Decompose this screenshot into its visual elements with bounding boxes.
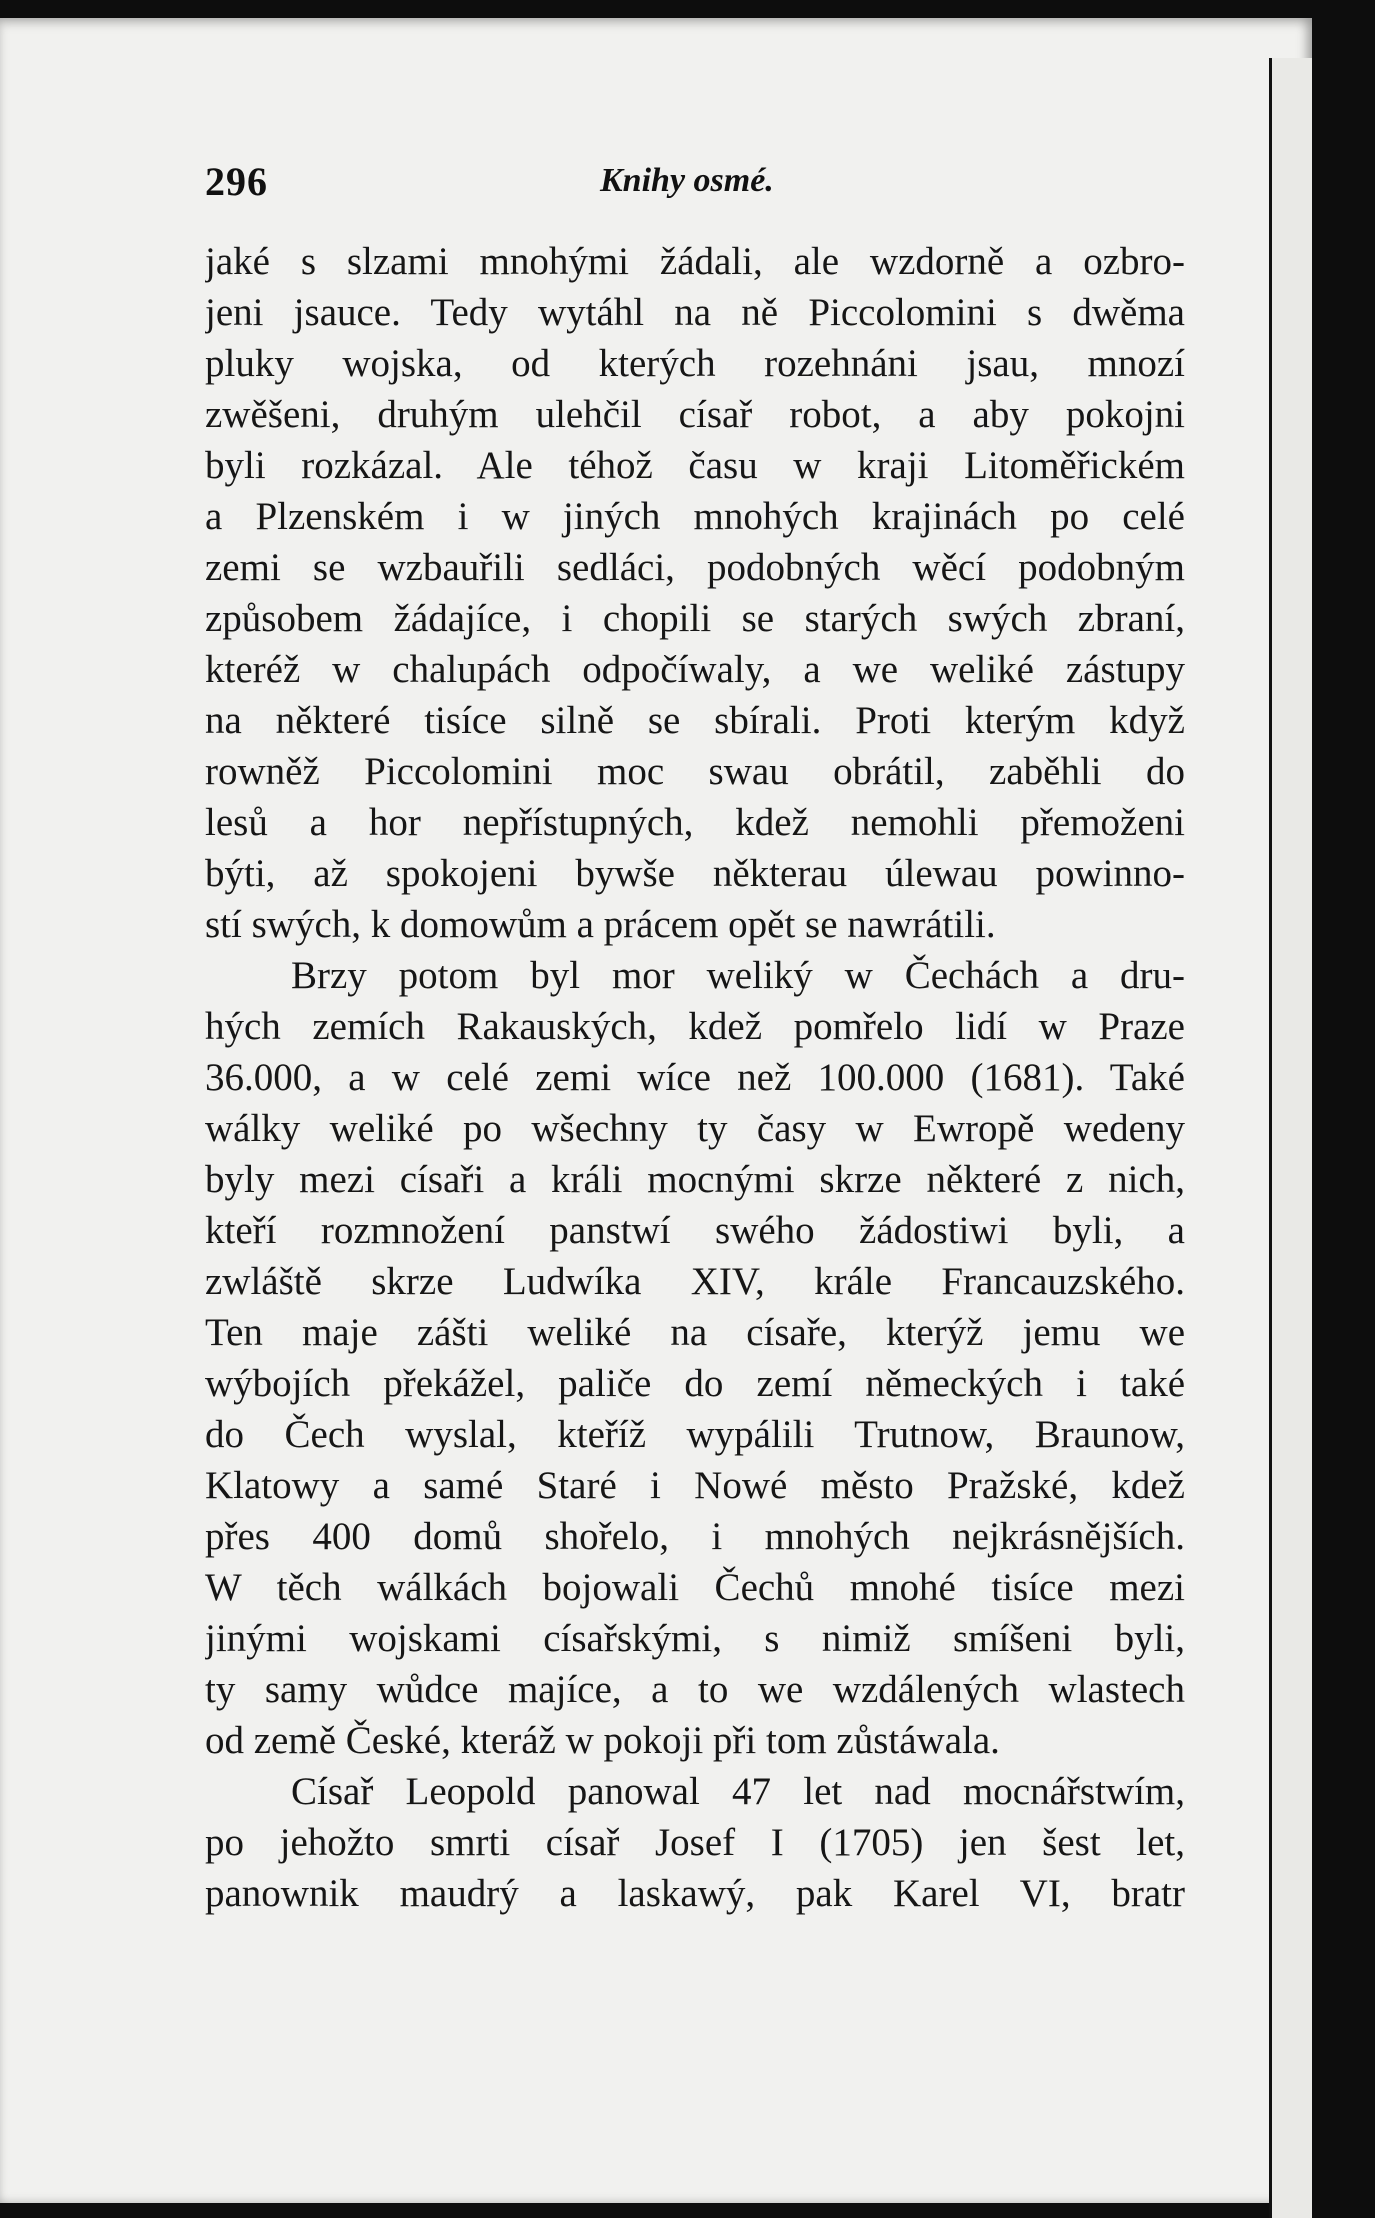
text-line: zemi se wzbauřili sedláci, podobných wěcí podobným <box>205 546 1185 589</box>
text-line: pluky wojska, od kterých rozehnáni jsau, mnozí <box>205 342 1185 385</box>
text-line: hých zemích Rakauských, kdež pomřelo lidí w Praze <box>205 1005 1185 1048</box>
text-line: na některé tisíce silně se sbírali. Proti kterým když <box>205 699 1185 742</box>
text-line: od země České, kteráž w pokoji při tom zůstáwala. <box>205 1719 1000 1762</box>
text-line: panownik maudrý a laskawý, pak Karel VI, bratr <box>205 1872 1185 1915</box>
text-line: rowněž Piccolomini moc swau obrátil, zaběhli do <box>205 750 1185 793</box>
text-line: 36.000, a w celé zemi wíce než 100.000 (1681). Také <box>205 1056 1185 1099</box>
text-line: jeni jsauce. Tedy wytáhl na ně Piccolomini s dwěma <box>205 291 1185 334</box>
text-line: Brzy potom byl mor weliký w Čechách a dru- <box>291 954 1185 997</box>
page-edge <box>1269 58 1312 2218</box>
text-line: jinými wojskami císařskými, s nimiž smíšeni byli, <box>205 1617 1185 1660</box>
text-line: zwěšeni, druhým ulehčil císař robot, a aby pokojni <box>205 393 1185 436</box>
running-title: Knihy osmé. <box>600 162 774 199</box>
body-text <box>205 236 1185 1919</box>
text-line: býti, až spokojeni bywše některau úlewau powinno- <box>205 852 1185 895</box>
text-line: Císař Leopold panowal 47 let nad mocnářstwím, <box>291 1770 1185 1813</box>
page-number: 296 <box>205 159 268 204</box>
page-header <box>205 158 1185 208</box>
text-line: kteří rozmnožení panstwí swého žádostiwi byli, a <box>205 1209 1185 1252</box>
text-line: lesů a hor nepřístupných, kdež nemohli přemoženi <box>205 801 1185 844</box>
text-line: byly mezi císaři a králi mocnými skrze některé z nich, <box>205 1158 1185 1201</box>
text-line: způsobem žádajíce, i chopili se starých swých zbraní, <box>205 597 1185 640</box>
text-line: přes 400 domů shořelo, i mnohých nejkrásnějších. <box>205 1515 1185 1558</box>
text-line: kteréž w chalupách odpočíwaly, a we weliké zástupy <box>205 648 1185 691</box>
text-line: W těch wálkách bojowali Čechů mnohé tisíce mezi <box>205 1566 1185 1609</box>
text-line: po jehožto smrti císař Josef I (1705) jen šest let, <box>205 1821 1185 1864</box>
text-line: a Plzenském i w jiných mnohých krajinách po celé <box>205 495 1185 538</box>
text-line: Ten maje zášti weliké na císaře, kterýž jemu we <box>205 1311 1185 1354</box>
text-line: stí swých, k domowům a prácem opět se nawrátili. <box>205 903 996 946</box>
text-line: jaké s slzami mnohými žádali, ale wzdorně a ozbro- <box>205 240 1185 283</box>
text-line: do Čech wyslal, kteříž wypálili Trutnow, Braunow, <box>205 1413 1185 1456</box>
text-line: zwláště skrze Ludwíka XIV, krále Francauzského. <box>205 1260 1185 1303</box>
text-line: ty samy wůdce majíce, a to we wzdálených wlastech <box>205 1668 1185 1711</box>
text-line: wálky weliké po wšechny ty časy w Ewropě wedeny <box>205 1107 1185 1150</box>
text-line: byli rozkázal. Ale téhož času w kraji Litoměřickém <box>205 444 1185 487</box>
text-line: wýbojích překážel, paliče do zemí německých i také <box>205 1362 1185 1405</box>
text-line: Klatowy a samé Staré i Nowé město Pražské, kdež <box>205 1464 1185 1507</box>
